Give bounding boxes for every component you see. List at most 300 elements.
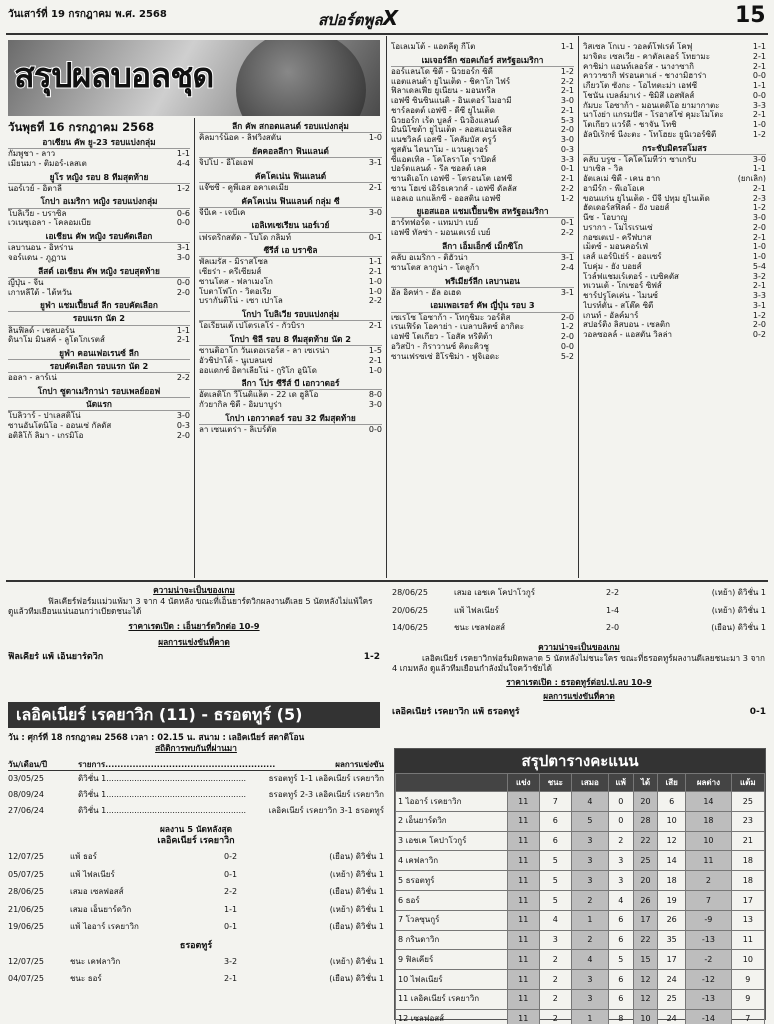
result-row xyxy=(199,296,382,306)
standings-cell: 6 xyxy=(539,831,572,851)
standings-row xyxy=(396,831,765,851)
form-venue: (เยือน) ดิวิชั่น 1 xyxy=(711,623,766,632)
match-score: 1-2 xyxy=(752,203,766,213)
result-row xyxy=(199,321,382,331)
match-teams: พัลเมรัส - มิราสโซล xyxy=(199,257,268,267)
match-score: 5-2 xyxy=(560,351,574,361)
section xyxy=(199,377,382,410)
standings-row xyxy=(396,989,765,1009)
form-opponent: ชนะ ธอร์ xyxy=(70,974,102,984)
preview-left xyxy=(8,584,380,696)
match-teams: อติลิโก้ ลิมา - เกรมิโอ xyxy=(8,430,84,440)
standings-cell: 1 xyxy=(572,1009,609,1024)
match-score: 0-1 xyxy=(560,218,574,228)
match-teams: แนชวิลล์ เอสซี - โคลัมบัส ครูว์ xyxy=(391,135,497,145)
match-teams: กอซเตเป - ครีฟบาส xyxy=(583,232,652,242)
match-teams: อัล อิคห่า - อัล อเฮด xyxy=(391,287,462,297)
result-row xyxy=(583,164,766,174)
match-details xyxy=(8,732,384,1022)
match-score: 1-0 xyxy=(368,286,382,296)
match-teams: อัตเลเม่ ซิตี้ - เคน ฮาก xyxy=(583,174,661,184)
form-venue: (เหย้า) ดิวิชั่น 1 xyxy=(329,956,384,966)
section-heading: ซีรีส์ เอ บราซิล xyxy=(199,244,382,257)
section-heading: คัคโคเน่น ฟินแลนด์ xyxy=(199,170,382,183)
standings-row xyxy=(396,851,765,871)
form-date: 21/06/25 xyxy=(8,904,44,914)
standings-cell: 35 xyxy=(658,930,686,950)
h2h-date: 03/05/25 xyxy=(8,774,44,784)
form-row xyxy=(8,953,384,971)
standings-cell: 10 xyxy=(731,950,764,970)
standings-col-header: ชนะ xyxy=(539,774,572,792)
standings-cell: 22 xyxy=(633,930,658,950)
match-teams: บรากันติโน่ - เซา เปาโล xyxy=(199,296,283,306)
section-heading: โกปา โบลิเวีย รอบแบ่งกลุ่ม xyxy=(199,308,382,321)
banner xyxy=(8,40,380,116)
match-teams: โบคุ่ม - ยัง บอยส์ xyxy=(583,261,642,271)
match-score: 2-1 xyxy=(368,182,382,192)
section xyxy=(583,142,766,340)
standings-cell: 19 xyxy=(658,890,686,910)
result-row xyxy=(391,288,574,298)
match-teams: มาจิดะ เซลเวีย - คาตัลเลอร์ โทยามะ xyxy=(583,51,710,61)
form-score: 1-1 xyxy=(224,904,238,914)
match-score: 2-1 xyxy=(752,183,766,193)
result-row xyxy=(199,277,382,287)
match-teams: ซานโตส ลากูน่า - โตลูก้า xyxy=(391,262,480,272)
h2h-date: 08/09/24 xyxy=(8,790,44,800)
match-teams: คาชิม่า แอนท์เลอร์ส - นางาซากิ xyxy=(583,61,695,71)
standings-cell: 11 xyxy=(731,930,764,950)
match-teams: ชาร์ลอตต์ เอฟซี - ดีซี ยูไนเต็ด xyxy=(391,105,495,115)
match-teams: เรนเฟิร์ด โอคาย่า - เบลาบลิตซ์ อากิตะ xyxy=(391,322,525,332)
form-opponent: แพ้ ไฟลเนียร์ xyxy=(454,605,499,615)
match-score: 1-1 xyxy=(752,164,766,174)
standings-cell: 11 xyxy=(508,871,540,891)
standings-cell: 3 xyxy=(572,989,609,1009)
match-score: 3-0 xyxy=(176,411,190,421)
form-venue: (เยือน) ดิวิชั่น 1 xyxy=(329,887,384,897)
result-row xyxy=(583,262,766,272)
match-score: 1-2 xyxy=(560,193,574,203)
match-score: 2-2 xyxy=(560,183,574,193)
match-score: 0-0 xyxy=(176,218,190,228)
column-1 xyxy=(8,120,190,580)
section xyxy=(8,347,190,383)
match-score: 1-0 xyxy=(752,242,766,252)
standings-row xyxy=(396,811,765,831)
result-row xyxy=(583,120,766,130)
match-score: 2-1 xyxy=(560,174,574,184)
match-teams: กัมพูชา - ลาว xyxy=(8,149,56,159)
standings-cell: -13 xyxy=(686,930,732,950)
form-score: 3-2 xyxy=(224,956,238,966)
match-teams: ออแดกซ์ อิตาเลียโน่ - กูริโก อูนิโด xyxy=(199,365,317,375)
form-date: 19/06/25 xyxy=(8,922,44,932)
match-score: 1-1 xyxy=(560,42,574,51)
section xyxy=(199,170,382,193)
match-teams: เลส์ แอร์บิเย่ร์ - ออแซร์ xyxy=(583,252,662,262)
standings-cell: -2 xyxy=(686,950,732,970)
standings-cell: 5 xyxy=(572,811,609,831)
result-row xyxy=(391,342,574,352)
result-row xyxy=(391,263,574,273)
team-name: 11 เลอิคเนียร์ เรคยาวิก xyxy=(396,989,508,1009)
standings-cell: 5 xyxy=(539,871,572,891)
match-score: 1-2 xyxy=(752,310,766,320)
match-teams: วิสเซล โกเบ - วอลต์โฟเรต์ โคฟุ xyxy=(583,42,693,51)
team-name: 9 ฟิลเคียร์ xyxy=(396,950,508,970)
standings-cell: 25 xyxy=(731,792,764,812)
form-date: 04/07/25 xyxy=(8,974,44,984)
chance-heading: ความน่าจะเป็นของเกม xyxy=(153,585,235,595)
result-row xyxy=(391,322,574,332)
standings-col-header: เสมอ xyxy=(572,774,609,792)
result-row xyxy=(391,67,574,77)
standings-cell: 2 xyxy=(539,970,572,990)
result-row xyxy=(199,133,382,143)
match-teams: เกนท์ - อัลค์มาร์ xyxy=(583,310,639,320)
match-teams: ญี่ปุ่น - จีน xyxy=(8,277,44,287)
result-row xyxy=(391,135,574,145)
match-teams: ซานอันโตนิโอ - ออนเซ่ กัลดัส xyxy=(8,420,112,430)
h2h-row xyxy=(8,771,384,787)
match-score: 2-1 xyxy=(752,51,766,61)
section xyxy=(199,195,382,218)
form-opponent: เสมอ เอ็นยาร์ดวิก xyxy=(70,904,132,914)
standings-col-header: แข่ง xyxy=(508,774,540,792)
chance-text: ฟิลเคียร์ฟอร์มแม่วแพ้มา 3 จาก 4 นัดหลัง ขณะที่เอ็นยาร์ดวิกผลงานดีเลย 5 นัดหลังไม่แพ้ใคร ดูแล้วทีมเยือนแน่นอนกว่าเบียดชนะได้ xyxy=(8,596,373,617)
match-teams: ลินฟิลด์ - เชลบอร์น xyxy=(8,325,75,335)
standings-cell: 4 xyxy=(608,890,633,910)
h2h-row xyxy=(8,803,384,819)
result-row xyxy=(391,332,574,342)
section-heading: ยูเอสแอล แชมเปี้ยนชิพ สหรัฐอเมริกา xyxy=(391,205,574,218)
result-row xyxy=(199,425,382,435)
form-opponent: เสมอ เซลฟอสส์ xyxy=(70,887,124,897)
match-score: 2-0 xyxy=(560,332,574,342)
match-score: 3-1 xyxy=(560,253,574,263)
section-heading: เอลิเทเซเรียน นอร์เวย์ xyxy=(199,219,382,232)
result-row xyxy=(583,101,766,111)
standings-cell: 2 xyxy=(686,871,732,891)
match-score: 2-0 xyxy=(176,287,190,297)
standings-cell: 6 xyxy=(539,811,572,831)
date-heading: วันพุธที่ 16 กรกฎาคม 2568 xyxy=(8,120,155,134)
result-row xyxy=(199,390,382,400)
match-teams: ออลา - ลาร์เน่ xyxy=(8,373,57,383)
standings-cell: 3 xyxy=(572,831,609,851)
result-row xyxy=(391,313,574,323)
match-teams: สปอร์ติ้ง ลิสบอน - เซลติก xyxy=(583,320,670,330)
match-teams: ปอร์ตแลนด์ - รีล ซอลต์ เลค xyxy=(391,164,487,174)
team-name: 2 เอ็นยาร์ดวิก xyxy=(396,811,508,831)
match-teams: ดินาโม มินสค์ - ลูโดโกเรตส์ xyxy=(8,335,105,345)
match-teams: โวล์ฟแชมเร์เตอร์ - เบซิคตัส xyxy=(583,271,679,281)
match-score: 1-1 xyxy=(752,81,766,90)
result-row xyxy=(583,174,766,184)
match-teams: เกียวโต ซังกะ - โอไทตะม่า เอฟซี xyxy=(583,81,698,90)
match-score: 3-1 xyxy=(176,243,190,253)
ball-graphic xyxy=(236,40,366,116)
section xyxy=(8,230,190,263)
standings-cell: 6 xyxy=(608,970,633,990)
match-score: 1-2 xyxy=(176,183,190,193)
standings-cell: 9 xyxy=(731,970,764,990)
match-title: เลอิคเนียร์ เรคยาวิก (11) - ธรอตทูร์ (5) xyxy=(8,702,380,728)
match-score: 1-0 xyxy=(368,133,382,143)
match-teams: อามีร์ก - พีเอโอเค xyxy=(583,183,645,193)
result-row xyxy=(8,253,190,263)
match-teams: ซานติอาโก วันเดอเรอร์ส - ลา เซเรน่า xyxy=(199,346,330,356)
form-venue: (เยือน) ดิวิชั่น 1 xyxy=(329,974,384,984)
header-date: วันเสาร์ที่ 19 กรกฎาคม พ.ศ. 2568 xyxy=(8,9,167,20)
result-row xyxy=(391,42,574,52)
result-row xyxy=(8,278,190,288)
expected-result xyxy=(8,652,380,663)
form-opponent: เสมอ เอชเค โคปาโวกูร์ xyxy=(454,588,535,597)
result-row xyxy=(583,52,766,62)
match-teams: นีซ - โอบาญ xyxy=(583,213,628,223)
standings-cell: 1 xyxy=(572,910,609,930)
match-teams: กัมบะ โอซาก้า - มอนเตดิโอ ยามากาตะ xyxy=(583,100,720,110)
match-score: 1-1 xyxy=(752,42,766,51)
standings-col-header: แต้ม xyxy=(731,774,764,792)
standings-cell: 2 xyxy=(572,930,609,950)
standings-cell: 11 xyxy=(508,831,540,851)
result-row xyxy=(391,155,574,165)
match-teams: กัวยากิล ซิตี้ - อิมบาบูร่า xyxy=(199,400,282,410)
standings-cell: 14 xyxy=(658,851,686,871)
match-score: 0-0 xyxy=(368,425,382,435)
standings-row xyxy=(396,792,765,812)
result-row xyxy=(391,253,574,263)
match-teams: บาเซิล - วิล xyxy=(583,164,624,174)
form-row xyxy=(8,883,384,901)
form-venue: (เหย้า) ดิวิชั่น 1 xyxy=(711,605,766,615)
section-heading: ลีกา เอ็มเอ็กซ์ เม็กซิโก xyxy=(391,240,574,253)
form-row xyxy=(392,584,766,602)
match-teams: ฟิลาเดลเฟีย ยูเนี่ยน - มอนทรีล xyxy=(391,86,496,96)
form-score: 1-4 xyxy=(606,605,620,615)
match-score: 2-3 xyxy=(752,193,766,203)
h2h-event: ดิวิชั่น 1....................................................... xyxy=(78,790,247,800)
form-venue: (เหย้า) ดิวิชั่น 1 xyxy=(711,588,766,597)
match-teams: บรากา - โมไรเรนเซ่ xyxy=(583,222,653,232)
match-score: 0-2 xyxy=(752,330,766,340)
result-row xyxy=(391,125,574,135)
standings-cell: 21 xyxy=(731,831,764,851)
result-row xyxy=(8,218,190,228)
section-heading: กระชับมิตรสโมสร xyxy=(583,142,766,155)
chance-text-2: เลอิคเนียร์ เรคยาวิกฟอร์มผิดพลาด 5 นัดหลังไม่ชนะใคร ขณะที่ธรอตทูร์ผลงานดีเลยชนะมา 3 จาก 4 เกมหลัง ดูแล้วทีมเยือนกำลังมั่นใจคว้าชัยได้ xyxy=(392,652,765,673)
match-score: 3-0 xyxy=(368,400,382,410)
standings-cell: 12 xyxy=(658,831,686,851)
standings-cell: 2 xyxy=(539,989,572,1009)
section-heading: ยูฟ่า คอนเฟอเรนซ์ ลีก xyxy=(8,347,190,360)
result-row xyxy=(391,86,574,96)
standings-cell: 17 xyxy=(658,950,686,970)
result-row xyxy=(8,411,190,421)
result-row xyxy=(391,145,574,155)
section-heading: พรีเมียร์ลีก เลบานอน xyxy=(391,275,574,288)
h2h-row xyxy=(8,787,384,803)
match-teams: ซานโตส - ฟลาเมงโก xyxy=(199,276,273,286)
match-score: 1-5 xyxy=(368,346,382,356)
standings-row xyxy=(396,930,765,950)
match-score: 2-2 xyxy=(560,228,574,238)
match-teams: อัตเลติโก วีโนติแล็ต - 22 เด ฮูลิโอ xyxy=(199,390,319,400)
standings-col-header: ได้ xyxy=(633,774,658,792)
expected-score: 1-2 xyxy=(363,652,380,663)
section xyxy=(391,42,574,52)
h2h-date: 27/06/24 xyxy=(8,806,44,816)
result-row xyxy=(199,183,382,193)
form-score: 0-2 xyxy=(224,852,238,862)
column-2 xyxy=(199,118,382,578)
match-score: 0-0 xyxy=(176,277,190,287)
match-teams: เอฟซี ทัลซ่า - มอนเตเรย์ เบย์ xyxy=(391,228,491,238)
result-row xyxy=(583,252,766,262)
match-score: 0-1 xyxy=(368,232,382,242)
section-subheading: รอบแรก นัด 2 xyxy=(8,312,190,325)
standings-row xyxy=(396,1009,765,1024)
match-score: 5-4 xyxy=(752,261,766,271)
col-date: วัน/เดือน/ปี xyxy=(8,760,48,770)
standings-cell: 6 xyxy=(608,930,633,950)
team2-heading: ธรอตทูร์ xyxy=(179,940,213,951)
result-row xyxy=(8,421,190,431)
page-header xyxy=(0,0,774,34)
team-name: 10 ไฟลเนียร์ xyxy=(396,970,508,990)
match-teams: แอตแลนต้า ยูไนเต็ด - ชิคาโก ไฟร์ xyxy=(391,76,511,86)
match-score: 3-3 xyxy=(752,291,766,301)
team-name: 12 เซลฟอสส์ xyxy=(396,1009,508,1024)
match-score: 3-3 xyxy=(752,100,766,110)
match-teams: ซานเฟรซเซ่ ฮิโรชิม่า - ฟูจิเอดะ xyxy=(391,351,500,361)
standings-cell: 18 xyxy=(731,871,764,891)
standings-cell: 11 xyxy=(508,950,540,970)
match-score: 1-1 xyxy=(176,149,190,159)
result-row xyxy=(583,81,766,91)
standings-cell: 24 xyxy=(658,1009,686,1024)
match-teams: นาโงย่า แกรมปัส - โรอาสโซ่ คุมะโมโตะ xyxy=(583,110,724,120)
match-teams: เวเนซุเอลา - โคลอมเบีย xyxy=(8,218,91,228)
form-row xyxy=(8,848,384,866)
section-heading: ลีกา โปร ซีรีส์ บี เอกวาดอร์ xyxy=(199,377,382,390)
section xyxy=(8,265,190,298)
match-score: 1-1 xyxy=(368,257,382,267)
section xyxy=(199,145,382,168)
match-score: 3-1 xyxy=(368,157,382,167)
standings-cell: 5 xyxy=(539,851,572,871)
standings-cell: -12 xyxy=(686,970,732,990)
price-text-2: ราคาเรตเปิด : ธรอตทูร์ต่อป.ป.ลบ 10-9 xyxy=(506,676,652,687)
result-row xyxy=(199,257,382,267)
brand-text: สปอร์ตพูล xyxy=(318,11,383,29)
result-row xyxy=(583,42,766,52)
match-teams: โบตาโฟโก - วิตอเรีย xyxy=(199,286,272,296)
standings-cell: 3 xyxy=(572,851,609,871)
standings-cell: 6 xyxy=(658,792,686,812)
team-name: 7 โวลซุนกูร์ xyxy=(396,910,508,930)
match-teams: เอฟซี ซินซินแนติ - อินเตอร์ ไมอามี่ xyxy=(391,96,512,106)
result-heading-2: ผลการแข่งขันที่คาด xyxy=(543,690,615,701)
chance-heading-2: ความน่าจะเป็นของเกม xyxy=(538,641,620,652)
standings-cell: 11 xyxy=(508,970,540,990)
form-venue: (เยือน) ดิวิชั่น 1 xyxy=(329,852,384,862)
match-teams: โบลิวาร์ - ปาเลสติโน่ xyxy=(8,411,81,421)
match-score: 2-1 xyxy=(368,321,382,331)
standings-row xyxy=(396,890,765,910)
standings-cell: 23 xyxy=(731,811,764,831)
standings-cell: 4 xyxy=(539,910,572,930)
match-score: 3-3 xyxy=(560,154,574,164)
match-score: 1-1 xyxy=(176,325,190,335)
team-name: 6 ธอร์ xyxy=(396,890,508,910)
form-opponent: แพ้ ธอร์ xyxy=(70,852,97,862)
section xyxy=(199,412,382,435)
match-score: 3-0 xyxy=(368,207,382,217)
result-row xyxy=(199,287,382,297)
match-score: 1-2 xyxy=(560,66,574,76)
result-row xyxy=(391,218,574,228)
result-row xyxy=(8,209,190,219)
standings-cell: 13 xyxy=(731,910,764,930)
standings-cell: 11 xyxy=(508,1009,540,1024)
col-event: รายการ........................................................ xyxy=(78,760,276,770)
match-score: 2-2 xyxy=(560,76,574,86)
match-score: 3-0 xyxy=(752,213,766,223)
standings-cell: 2 xyxy=(539,1009,572,1024)
match-score: 1-2 xyxy=(752,129,766,139)
match-teams: โบลิเวีย - บราซิล xyxy=(8,208,67,218)
match-teams: เซเรโซ โอซาก้า - โทกุชิมะ วอร์ติส xyxy=(391,312,511,322)
standings-cell: -9 xyxy=(686,910,732,930)
standings-cell: 8 xyxy=(608,1009,633,1024)
standings-cell: 9 xyxy=(731,989,764,1009)
team-name: 8 กรินดาวิก xyxy=(396,930,508,950)
standings-cell: 17 xyxy=(633,910,658,930)
result-row xyxy=(583,91,766,101)
standings-col-header: ผลต่าง xyxy=(686,774,732,792)
match-teams: วอลซอลล์ - แอสตัน วิลล่า xyxy=(583,330,673,340)
match-score: 2-1 xyxy=(368,267,382,277)
match-teams: โอเรียนเต้ เปโตรเลโร่ - กัวบิรา xyxy=(199,321,305,331)
result-row xyxy=(391,184,574,194)
match-teams: จอร์แดน - ภูฏาน xyxy=(8,252,67,262)
match-teams: อัลบิเร็กซ์ นีงะตะ - โทโฮยะ ยูนิเวอร์ซิตี้ xyxy=(583,129,717,139)
standings-cell: 2 xyxy=(539,950,572,970)
standings-cell: 7 xyxy=(539,792,572,812)
result-row xyxy=(391,174,574,184)
page-number: 15 xyxy=(735,3,766,28)
standings-cell: 11 xyxy=(508,811,540,831)
match-teams: ชาร์ปรูโคเค่น - ไมนซ์ xyxy=(583,291,658,301)
match-score: 2-4 xyxy=(560,262,574,272)
standings-cell: 7 xyxy=(731,1009,764,1024)
section-subheading: นัดแรก xyxy=(8,398,190,411)
match-teams: จีบีเค - เจบีเค xyxy=(199,207,246,217)
standings-cell: 10 xyxy=(658,811,686,831)
result-row xyxy=(8,431,190,441)
brand-logo xyxy=(318,6,398,30)
section-heading: ยัคคอลลีกา ฟินแลนด์ xyxy=(199,145,382,158)
standings-cell: 4 xyxy=(572,950,609,970)
result-row xyxy=(583,203,766,213)
standings-cell: 0 xyxy=(608,792,633,812)
match-teams: เซียร่า - ครีเซียมส์ xyxy=(199,267,262,277)
